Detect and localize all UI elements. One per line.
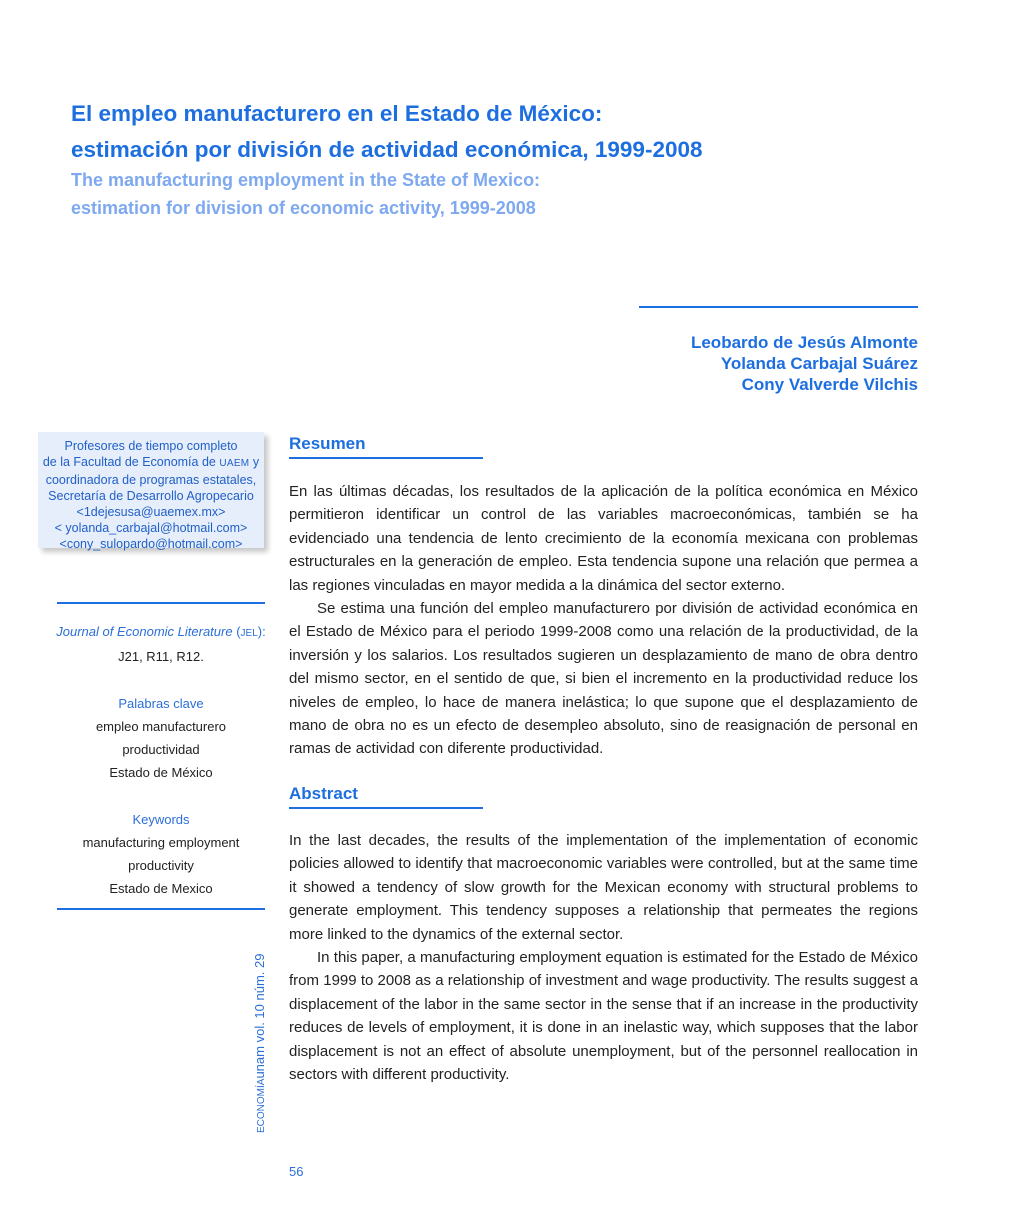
keyword-3: Estado de Mexico <box>109 881 213 896</box>
journal-name-smallcaps: ECONOMÍA <box>256 1078 267 1133</box>
author-list <box>691 332 918 395</box>
author-1: Leobardo de Jesús Almonte <box>690 333 918 352</box>
abstract-paragraph-1: In the last decades, the results of the implementation of the implementation of economic policies allowed to identify that macroeconomic variables were controlled, but at the same time it showed a tendency of slow growth for the Mexican economy with structural problems to generate employment. This tendency supposes a relationship that permeates the regions more linked to the dynamics of the external sector. <box>289 832 918 943</box>
author-3: Cony Valverde Vilchis <box>741 375 918 394</box>
title-spanish-line2: estimación por división de actividad económica, 1999-2008 <box>71 137 703 162</box>
affiliation-line3: coordinadora de programas estatales, <box>45 473 257 487</box>
resumen-paragraph-1: En las últimas décadas, los resultados de la aplicación de la política económica en México permitieron identificar un control de las variables macroeconómicas, también se ha evidenciado una tendencia de lento crecimiento de la economía mexicana con problemas estructurales en la generación de empleo. Esta tendencia supone una relación que permea a las regiones vinculadas en mayor medida a la dinámica del sector externo. <box>289 483 918 594</box>
affiliation-line1: Profesores de tiempo completo <box>64 439 238 453</box>
palabra-clave-3: Estado de México <box>109 765 213 780</box>
affiliation-line4: Secretaría de Desarrollo Agropecario <box>48 489 254 503</box>
resumen-underline <box>289 457 483 459</box>
keyword-1: manufacturing employment <box>82 835 240 850</box>
author-divider <box>639 306 918 308</box>
abstract-body <box>289 829 918 1086</box>
jel-codes: J21, R11, R12. <box>118 649 204 664</box>
title-english-line2: estimation for division of economic activity, 1999-2008 <box>71 198 536 218</box>
affiliation-email-1: <1dejesusa@uaemex.mx> <box>76 505 226 519</box>
affiliation-box <box>38 432 264 551</box>
sidebar-bottom-divider <box>57 908 265 910</box>
title-english <box>71 166 951 222</box>
sidebar-top-divider <box>57 602 265 604</box>
author-2: Yolanda Carbajal Suárez <box>720 354 918 373</box>
affiliation-email-3: <cony_sulopardo@hotmail.com> <box>59 537 243 551</box>
resumen-heading: Resumen <box>289 434 366 453</box>
keyword-2: productivity <box>128 858 194 873</box>
keywords-label: Keywords <box>132 812 190 827</box>
palabra-clave-2: productividad <box>122 742 200 757</box>
resumen-paragraph-2: Se estima una función del empleo manufacturero por división de actividad económica en el Estado de México para el periodo 1999-2008 como una relación de la productividad, de la inversión y los salarios. Los resultados sugieren un desplazamiento de mano de obra dentro del mismo sector, en el sentido de que, si bien el incremento en la productividad reduce los niveles de empleo, lo hace de manera inelástica; lo que supone que el desplazamiento de mano de obra no es un efecto de desempleo absoluto, sino de reasignación de personal en ramas de actividad con diferente productividad. <box>289 600 918 758</box>
palabras-clave-label: Palabras clave <box>118 696 204 711</box>
affiliation-institution: UAEM <box>219 458 250 469</box>
resumen-body <box>289 480 918 761</box>
title-spanish-line1: El empleo manufacturero en el Estado de México: <box>71 101 603 126</box>
abstract-underline <box>289 807 483 809</box>
journal-running-head <box>252 954 267 1133</box>
affiliation-email-2: < yolanda_carbajal@hotmail.com> <box>54 521 248 535</box>
sidebar-classification <box>48 620 274 900</box>
jel-label: Journal of Economic Literature (JEL): <box>56 624 266 639</box>
palabra-clave-1: empleo manufacturero <box>95 719 227 734</box>
journal-volume-issue: unam vol. 10 núm. 29 <box>252 953 267 1079</box>
affiliation-line2: de la Facultad de Economía de UAEM y <box>42 455 260 469</box>
abstract-heading: Abstract <box>289 784 358 803</box>
title-english-line1: The manufacturing employment in the State of Mexico: <box>71 170 541 190</box>
page-number: 56 <box>289 1164 304 1179</box>
abstract-paragraph-2: In this paper, a manufacturing employment equation is estimated for the Estado de México from 1999 to 2008 as a relationship of investment and wage productivity. The results suggest a displacement of the labor in the same sector in the sense that if an increase in the productivity reduces de levels of employment, it is done in an inelastic way, which supposes that the labor displacement is not an effect of absolute unemployment, but of the personnel reallocation in sectors with different productivity. <box>289 949 918 1084</box>
title-spanish <box>71 96 951 168</box>
